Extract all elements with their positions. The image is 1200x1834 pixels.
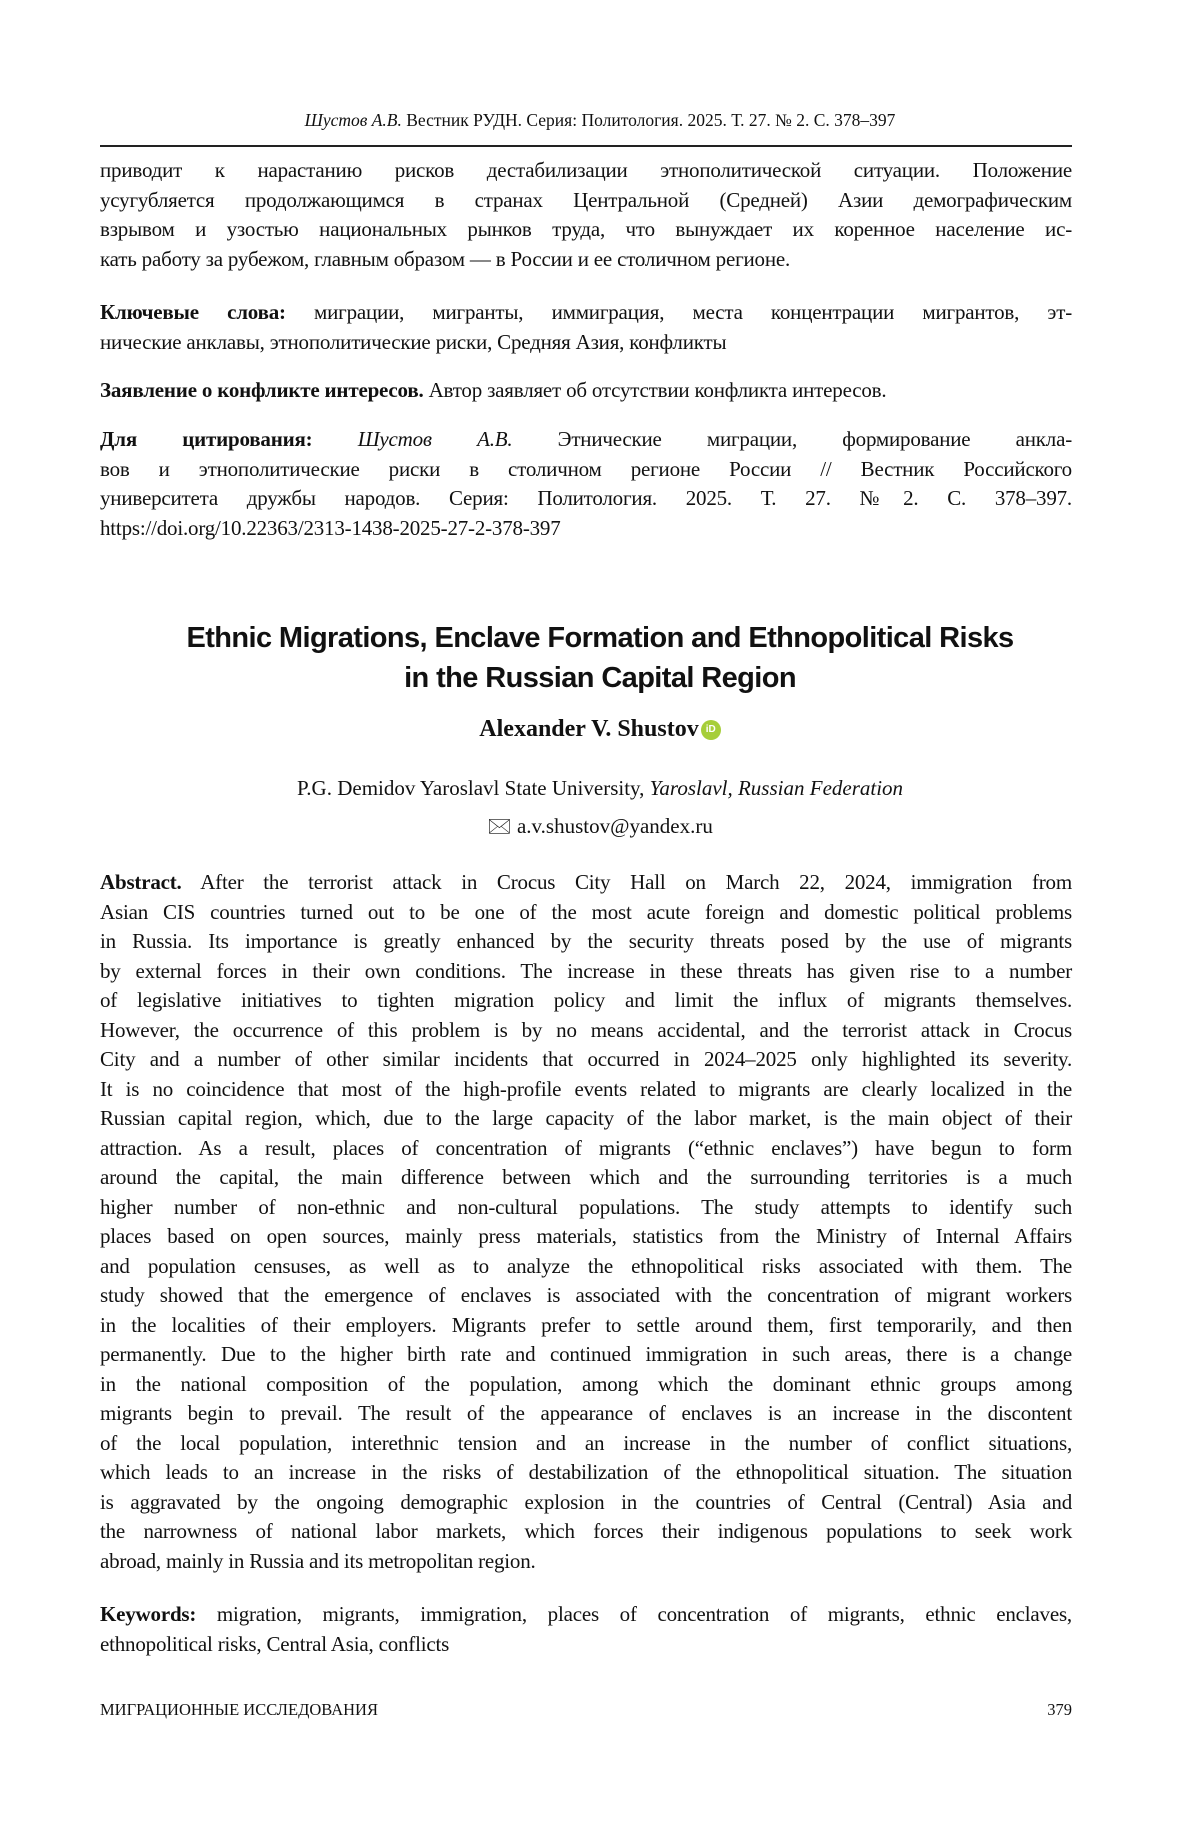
text-line: migration, migrants, immigration, places of concentration of migrants, ethnic enclaves,: [196, 1602, 1072, 1626]
text-line: взрывом и узостью национальных рынков труда, что вынуждает их коренное население ис-: [100, 215, 1072, 245]
text-line: усугубляется продолжающимся в странах Центральной (Средней) Азии демографическим: [100, 186, 1072, 216]
text-line: places based on open sources, mainly press materials, statistics from the Ministry of Internal Affairs: [100, 1222, 1072, 1252]
text-line: Этнические миграции, формирование анкла-: [512, 427, 1072, 451]
text-line: around the capital, the main difference between which and the surrounding territories is a much: [100, 1163, 1072, 1193]
text-line: However, the occurrence of this problem is by no means accidental, and the terrorist attack in Crocus: [100, 1016, 1072, 1046]
running-header-author: Шустов А.В.: [305, 110, 402, 130]
text-line: the narrowness of national labor markets, which forces their indigenous populations to seek work: [100, 1517, 1072, 1547]
text-line: миграции, мигранты, иммиграция, места концентрации мигрантов, эт-: [286, 300, 1072, 324]
title-line: Ethnic Migrations, Enclave Formation and Ethnopolitical Risks: [0, 618, 1200, 658]
text-line: migrants begin to prevail. The result of the appearance of enclaves is an increase in the discontent: [100, 1399, 1072, 1429]
text-line: of the local population, interethnic tension and an increase in the number of conflict situations,: [100, 1429, 1072, 1459]
page-footer: [100, 1700, 1072, 1720]
author-name: Alexander V. Shustov: [479, 716, 698, 742]
doi-link[interactable]: https://doi.org/10.22363/2313-1438-2025-27-2-378-397: [100, 514, 1072, 544]
text-line: [100, 868, 1072, 898]
title-line: in the Russian Capital Region: [0, 658, 1200, 698]
ru-conflict-statement: [100, 376, 1072, 406]
text-line: and population censuses, as well as to analyze the ethnopolitical risks associated with them. The: [100, 1252, 1072, 1282]
text-line: in the localities of their employers. Migrants prefer to settle around them, first temporarily, and then: [100, 1311, 1072, 1341]
email: [0, 812, 1200, 847]
text-line: It is no coincidence that most of the high-profile events related to migrants are clearly localized in the: [100, 1075, 1072, 1105]
ru-keywords-label: Ключевые слова:: [100, 300, 286, 324]
text-line: Russian capital region, which, due to the large capacity of the labor market, is the main object of their: [100, 1104, 1072, 1134]
text-line: study showed that the emergence of enclaves is associated with the concentration of migrant workers: [100, 1281, 1072, 1311]
text-line: higher number of non-ethnic and non-cultural populations. The study attempts to identify such: [100, 1193, 1072, 1223]
text-line: After the terrorist attack in Crocus City Hall on March 22, 2024, immigration from: [182, 870, 1072, 894]
abstract-label: Abstract.: [100, 870, 182, 894]
text-line: in Russia. Its importance is greatly enhanced by the security threats posed by the use of migrants: [100, 927, 1072, 957]
orcid-icon[interactable]: iD: [701, 720, 721, 740]
text-line: by external forces in their own conditions. The increase in these threats has given rise to a number: [100, 957, 1072, 987]
text-line: abroad, mainly in Russia and its metropolitan region.: [100, 1547, 1072, 1577]
ru-conflict-text: Автор заявляет об отсутствии конфликта интересов.: [424, 378, 887, 402]
ru-citation: [100, 425, 1072, 543]
footer-section: МИГРАЦИОННЫЕ ИССЛЕДОВАНИЯ: [100, 1700, 378, 1720]
text-line: Asian CIS countries turned out to be one of the most acute foreign and domestic political problems: [100, 898, 1072, 928]
ru-keywords: [100, 298, 1072, 357]
text-line: permanently. Due to the higher birth rate and continued immigration in such areas, there is a change: [100, 1340, 1072, 1370]
article-title: [0, 618, 1200, 698]
ru-conflict-label: Заявление о конфликте интересов.: [100, 378, 424, 402]
author: [0, 716, 1200, 743]
envelope-icon: 🖂: [487, 814, 512, 838]
page-number: 379: [1047, 1700, 1072, 1720]
text-line: приводит к нарастанию рисков дестабилизации этнополитической ситуации. Положение: [100, 156, 1072, 186]
email-address[interactable]: a.v.shustov@yandex.ru: [517, 814, 713, 838]
header-rule: [100, 145, 1072, 147]
text-line: of legislative initiatives to tighten migration policy and limit the influx of migrants themselves.: [100, 986, 1072, 1016]
location: Yaroslavl, Russian Federation: [650, 776, 903, 800]
text-line: which leads to an increase in the risks of destabilization of the ethnopolitical situation. The situation: [100, 1458, 1072, 1488]
keywords-label: Keywords:: [100, 1602, 196, 1626]
text-line: City and a number of other similar incidents that occurred in 2024–2025 only highlighted its severity.: [100, 1045, 1072, 1075]
institution: P.G. Demidov Yaroslavl State University,: [297, 776, 644, 800]
keywords: [100, 1600, 1072, 1659]
running-header: [0, 110, 1200, 131]
ru-citation-label: Для цитирования:: [100, 427, 312, 451]
affiliation: [0, 776, 1200, 801]
text-line: in the national composition of the population, among which the dominant ethnic groups among: [100, 1370, 1072, 1400]
text-line: is aggravated by the ongoing demographic explosion in the countries of Central (Central) Asia and: [100, 1488, 1072, 1518]
ru-citation-author: Шустов А.В.: [358, 427, 513, 451]
text-line: кать работу за рубежом, главным образом — в России и ее столичном регионе.: [100, 245, 1072, 275]
text-line: университета дружбы народов. Серия: Политология. 2025. Т. 27. №2. С. 378–397.: [100, 484, 1072, 514]
abstract: [100, 868, 1072, 1576]
ru-abstract-end: [100, 156, 1072, 274]
text-line: ethnopolitical risks, Central Asia, conflicts: [100, 1630, 1072, 1660]
text-line: вов и этнополитические риски в столичном регионе России // Вестник Российского: [100, 455, 1072, 485]
text-line: attraction. As a result, places of concentration of migrants (“ethnic enclaves”) have begun to form: [100, 1134, 1072, 1164]
text-line: нические анклавы, этнополитические риски, Средняя Азия, конфликты: [100, 328, 1072, 358]
running-header-journal: Вестник РУДН. Серия: Политология. 2025. Т. 27. № 2. С. 378–397: [406, 110, 895, 130]
